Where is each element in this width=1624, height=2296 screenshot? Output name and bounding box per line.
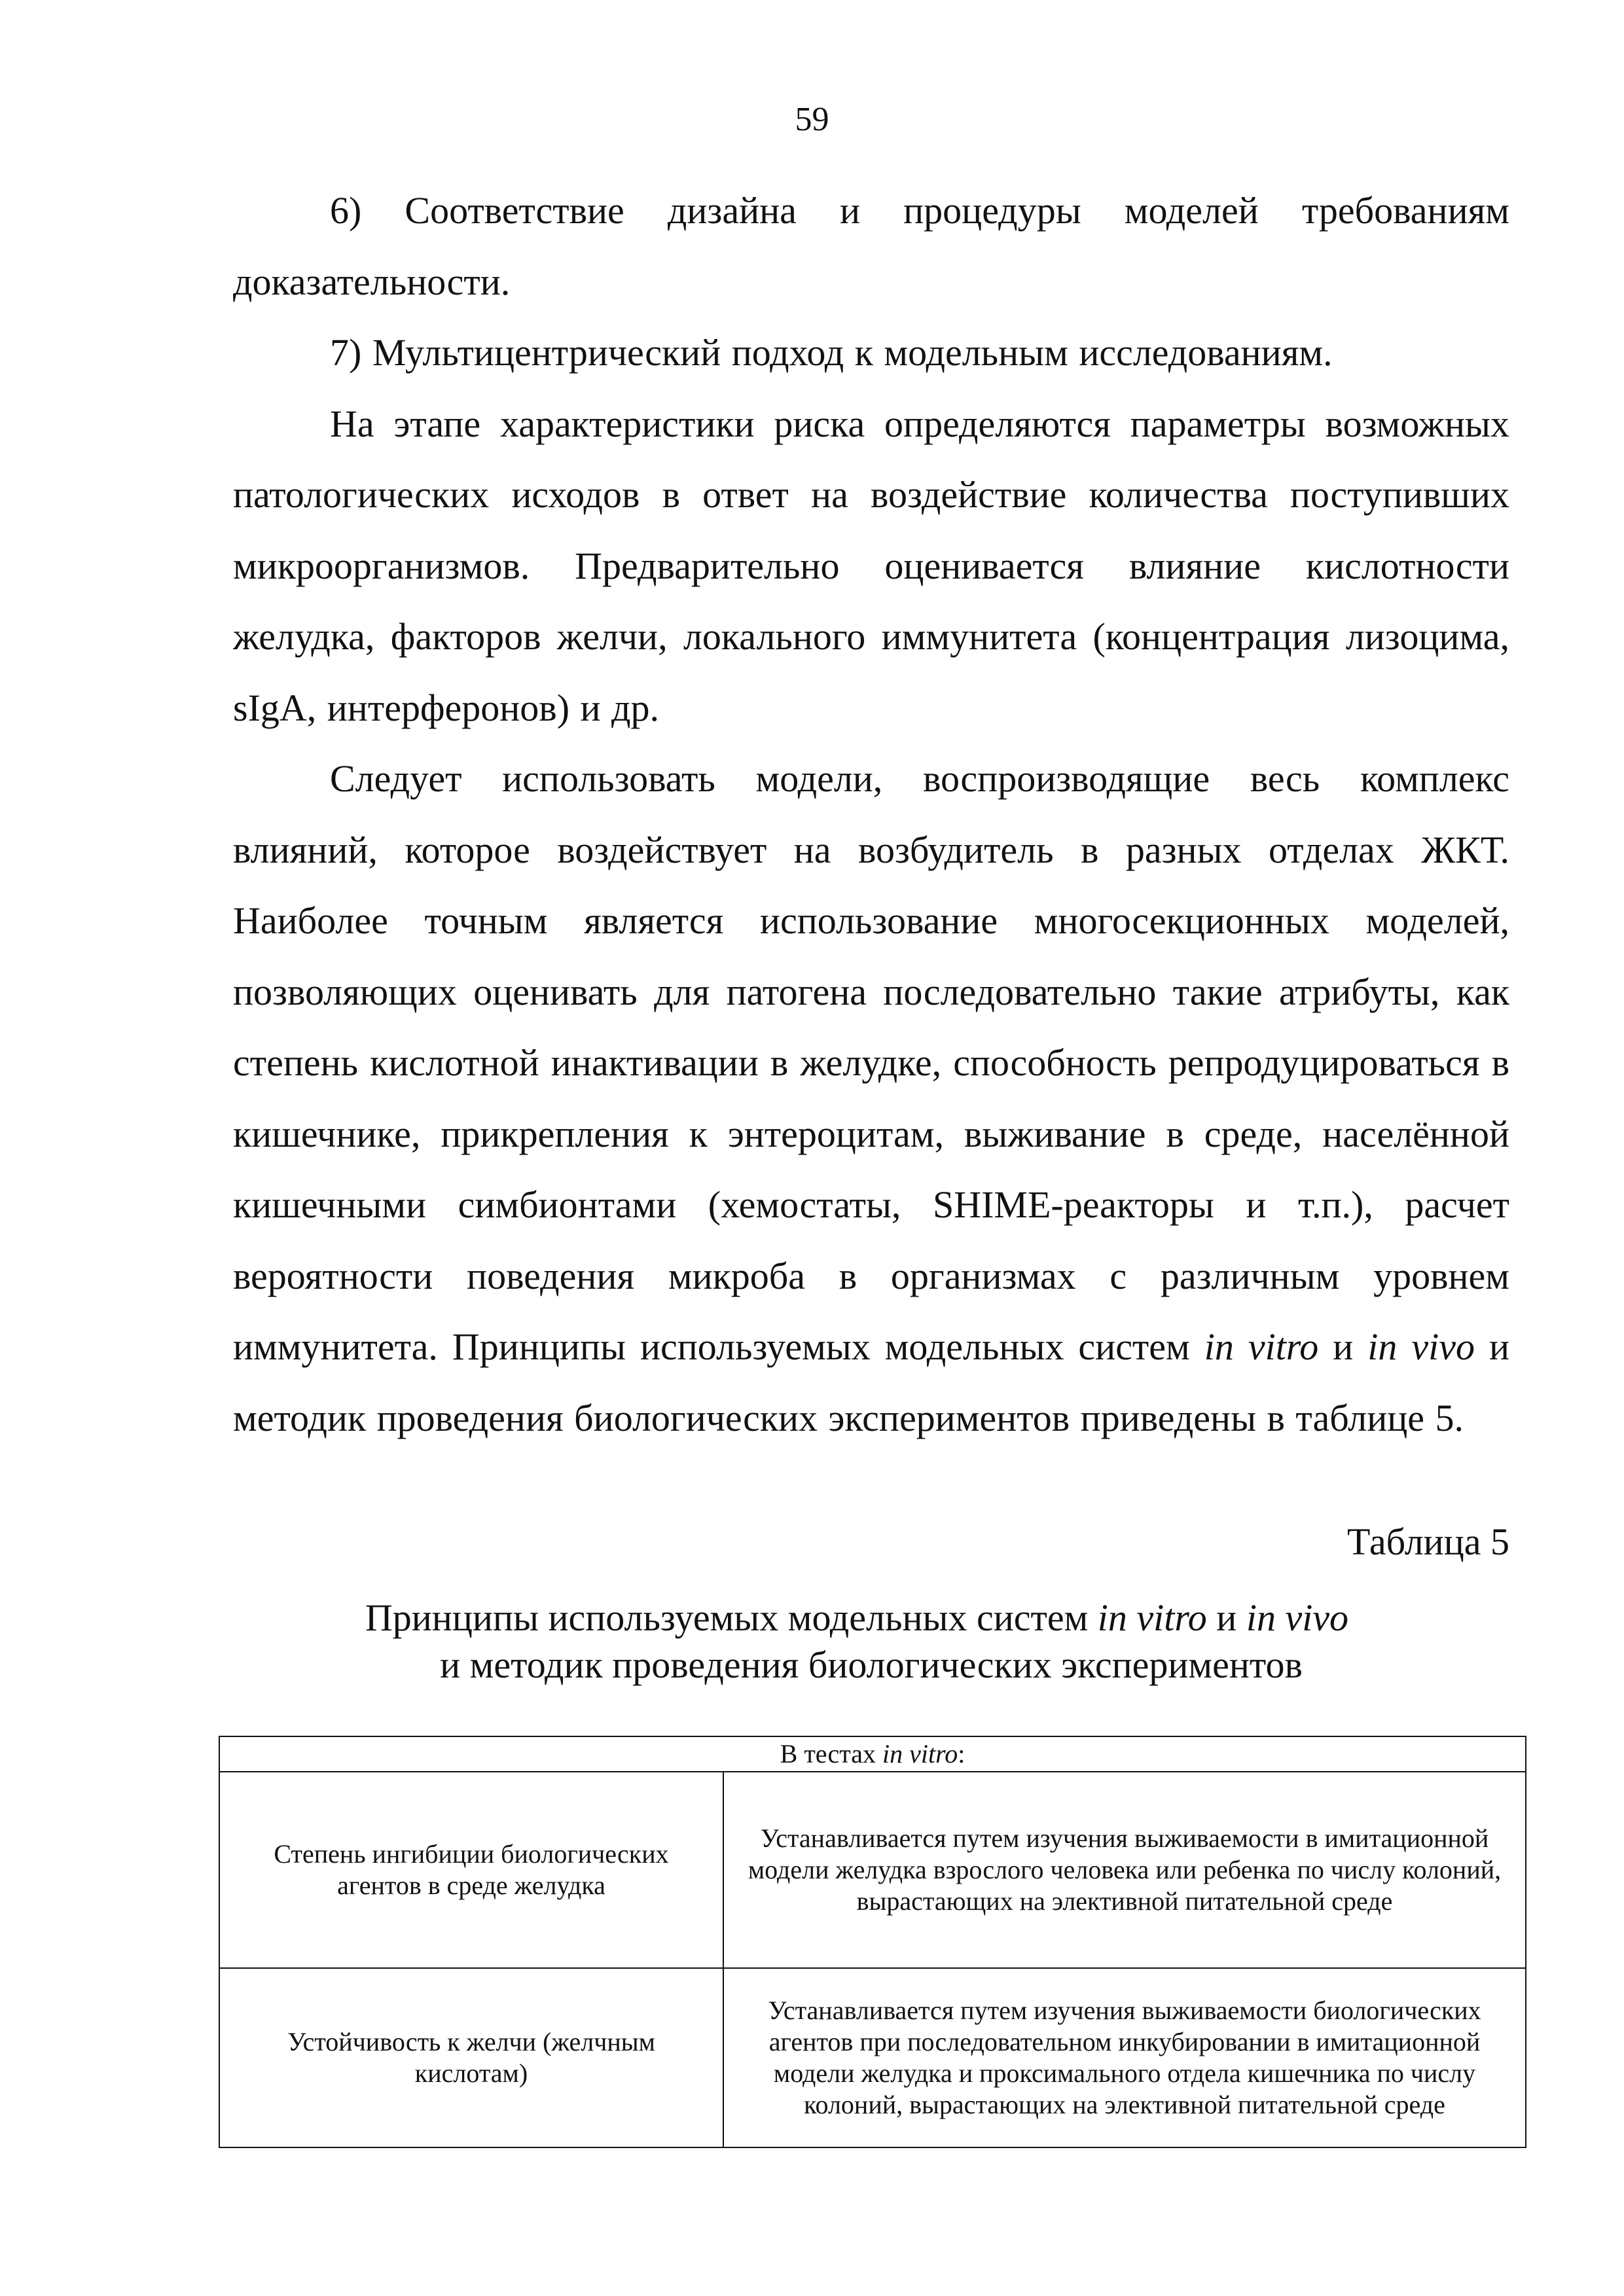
- table-title-and: и: [1216, 1596, 1237, 1639]
- header-in-vitro: in vitro: [882, 1739, 958, 1768]
- table-title-prefix: Принципы используемых модельных систем: [365, 1596, 1089, 1639]
- table-cell-parameter: Степень ингибиции биологических агентов в среде желудка: [219, 1772, 723, 1968]
- table-header-cell: [219, 1736, 1526, 1772]
- page-number: 59: [795, 101, 829, 138]
- table-title: [233, 1594, 1509, 1689]
- header-suffix: :: [958, 1739, 965, 1768]
- models-table: [219, 1736, 1526, 2148]
- table-header-row: [219, 1736, 1526, 1772]
- table-cell-method: Устанавливается путем изучения выживаемости биологических агентов при последовательном инкубировании в имитационной модели желудка и проксимального отдела кишечника по числу колоний, вырастающих на элективной питательной среде: [723, 1968, 1526, 2147]
- paragraph-models-text-1: Следует использовать модели, воспроизводящие весь комплекс влияний, которое воздействует на возбудитель в разных отделах ЖКТ. Наиболее точным является использование многосекционных моделей, позволяющих оценивать для патогена последовательно такие атрибуты, как степень кислотной инактивации в желудке, способность репродуцироваться в кишечнике, прикрепления к энтероцитам, выживание в среде, населённой кишечными симбионтами (хемостаты, SHIME-реакторы и т.п.), расчет вероятности поведения микроба в организмах с различным уровнем иммунитета. Принципы используемых модельных систем: [233, 757, 1509, 1368]
- header-prefix: В тестах: [780, 1739, 876, 1768]
- table-title-line-2: и методик проведения биологических экспериментов: [440, 1643, 1303, 1686]
- body-text: [233, 175, 1509, 1454]
- paragraph-models-text-2: и методик проведения биологических экспериментов приведены в таблице 5.: [233, 1325, 1510, 1439]
- table-title-in-vitro: in vitro: [1097, 1596, 1207, 1639]
- table-row: [219, 1968, 1526, 2147]
- paragraph-item-7: 7) Мультицентрический подход к модельным исследованиям.: [330, 331, 1333, 374]
- in-vitro-term: in vitro: [1204, 1325, 1319, 1368]
- table-title-line-1: [233, 1594, 1509, 1641]
- table-label: Таблица 5: [1346, 1520, 1509, 1563]
- table-cell-parameter: Устойчивость к желчи (желчным кислотам): [219, 1968, 723, 2147]
- paragraph-models: [233, 744, 1509, 1454]
- paragraph-risk-characterization: На этапе характеристики риска определяются параметры возможных патологических исходов в ответ на воздействие количества поступивших микроорганизмов. Предварительно оценивается влияние кислотности желудка, факторов желчи, локального иммунитета (концентрация лизоцима, sIgA, интерферонов) и др.: [233, 402, 1509, 729]
- table-title-in-vivo: in vivo: [1246, 1596, 1349, 1639]
- table-row: [219, 1772, 1526, 1968]
- paragraph-item-6: 6) Соответствие дизайна и процедуры моделей требованиям доказательности.: [233, 189, 1509, 303]
- table-cell-method: Устанавливается путем изучения выживаемости в имитационной модели желудка взрослого человека или ребенка по числу колоний, вырастающих на элективной питательной среде: [723, 1772, 1526, 1968]
- in-vivo-term: in vivo: [1367, 1325, 1475, 1368]
- paragraph-models-and: и: [1333, 1325, 1354, 1368]
